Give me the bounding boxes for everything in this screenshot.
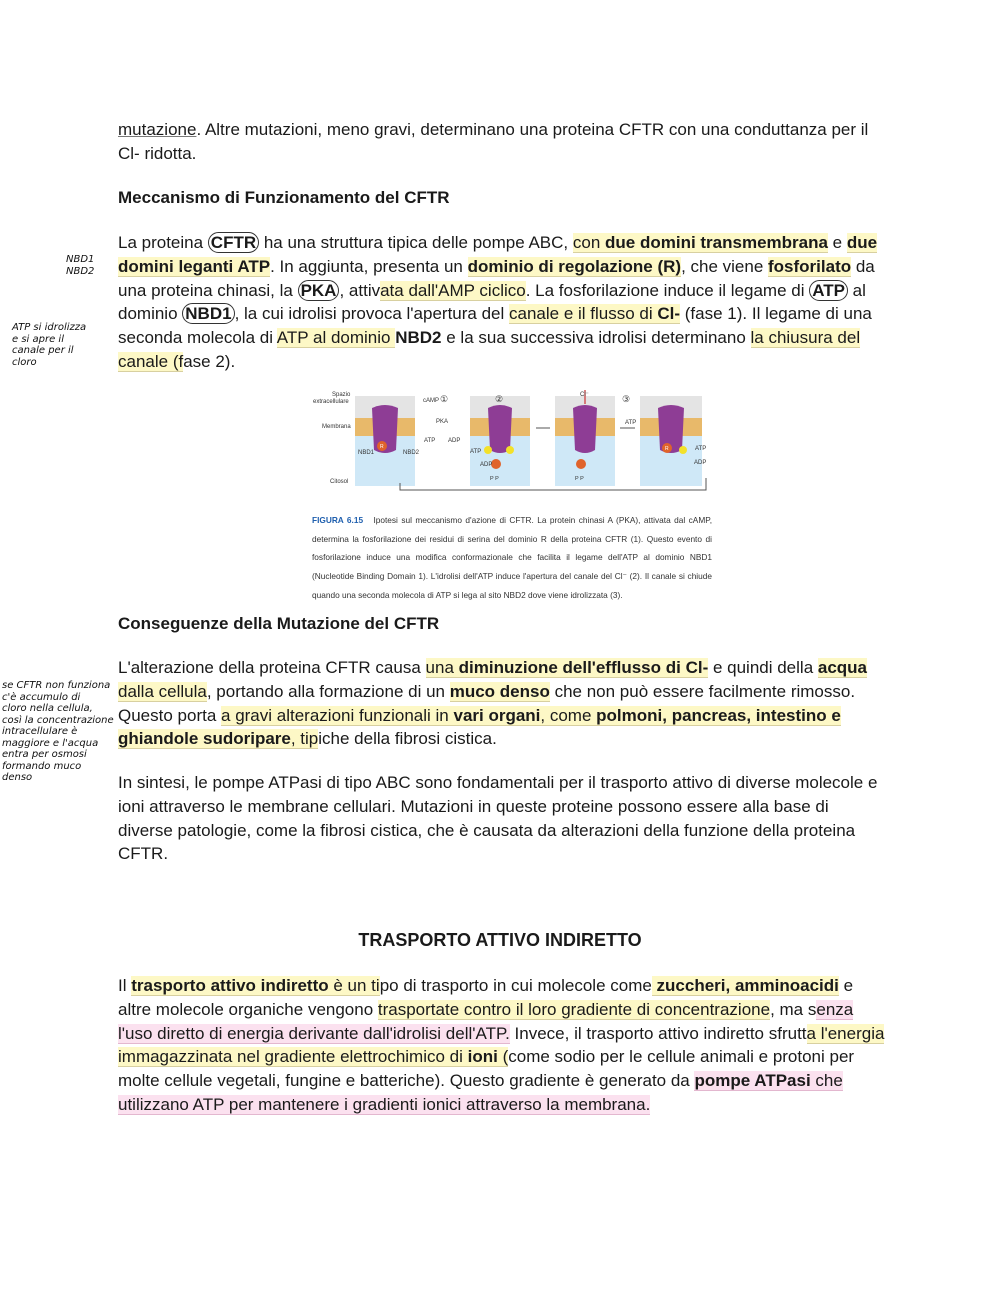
heading-consequences: Conseguenze della Mutazione del CFTR: [118, 614, 440, 633]
handwritten-note-cftr: se CFTR non funziona c'è accumulo di cloro nella cellula, così la concentrazione intracellulare è maggiore e l'acqua entra per osmosi formando muco denso: [2, 680, 114, 783]
svg-text:③: ③: [622, 394, 631, 404]
svg-text:NBD1: NBD1: [358, 450, 375, 456]
paragraph-indirect-transport: Il trasporto attivo indiretto è un tipo di trasporto in cui molecole come zuccheri, amminoacidi e altre molecole organiche vengono trasportate contro il loro gradiente di concentrazione, ma senza l'uso diretto di energia derivante dall'idrolisi dell'ATP. Invece, il trasporto attivo indiretto sfrutta l'energia immagazzinata nel gradiente elettrochimico di ioni (come sodio per le cellule animali e protoni per molte cellule vegetali, fungine e batteriche). Questo gradiente è generato da pompe ATPasi che utilizzano ATP per mantenere i gradienti ionici attraverso la membrana.: [118, 976, 885, 1114]
svg-text:P P: P P: [490, 476, 499, 482]
paragraph-summary: In sintesi, le pompe ATPasi di tipo ABC sono fondamentali per il trasporto attivo di diverse molecole e ioni attraverso le membrane cellulari. Mutazioni in queste proteine possono essere alla base di diverse patologie, come la fibrosi cistica, che è causata da alterazioni della funzione della proteina CFTR.: [118, 773, 878, 864]
svg-text:ATP: ATP: [625, 420, 637, 426]
paragraph-mechanism: La proteina CFTR ha una struttura tipica delle pompe ABC, con due domini transmembrana e due domini leganti ATP. In aggiunta, presenta un dominio di regolazione (R), che viene fosforilato da una proteina chinasi, la PKA , attivata dall'AMP ciclico. La fosforilazione induce il legame di ATP al dominio NBD1 , la cui idrolisi provoca l'apertura del canale e il flusso di Cl- (fase 1). Il legame di una seconda molecola di ATP al dominio NBD2 e la sua successiva idrolisi determinano la chiusura del canale (fase 2).: [118, 233, 878, 371]
cftr-mechanism-figure: [310, 388, 720, 496]
svg-text:extracellulare: extracellulare: [313, 399, 349, 405]
svg-text:②: ②: [495, 394, 504, 404]
svg-text:R: R: [665, 446, 669, 452]
svg-text:Spazio: Spazio: [332, 392, 351, 398]
svg-text:cAMP: cAMP: [423, 398, 440, 404]
nbd1-circled: NBD1: [182, 303, 234, 324]
pka-circled: PKA: [298, 280, 340, 301]
svg-text:ADP: ADP: [480, 462, 493, 468]
svg-text:NBD2: NBD2: [403, 450, 420, 456]
svg-text:R: R: [380, 444, 384, 450]
paragraph-intro: mutazione. Altre mutazioni, meno gravi, determinano una proteina CFTR con una conduttanza per il Cl- ridotta.: [118, 120, 869, 163]
section-title-indirect-transport: TRASPORTO ATTIVO INDIRETTO: [358, 930, 642, 950]
paragraph-consequences: L'alterazione della proteina CFTR causa una diminuzione dell'efflusso di Cl- e quindi della acqua dalla cellula, portando alla formazione di un muco denso che non può essere facilmente rimosso. Questo porta a gravi alterazioni funzionali in vari organi, come polmoni, pancreas, intestino e ghiandole sudoripare, tipiche della fibrosi cistica.: [118, 658, 868, 749]
heading-mechanism: Meccanismo di Funzionamento del CFTR: [118, 188, 450, 207]
svg-text:Citosol: Citosol: [330, 479, 349, 485]
figure-caption: FIGURA 6.15 Ipotesi sul meccanismo d'azione di CFTR. La protein chinasi A (PKA), attivata dal cAMP, determina la fosforilazione dei residui di serina del dominio R della proteina CFTR (1). Questo evento di fosforilazione induce una modifica conformazionale che facilita il legame dell'ATP al dominio NBD1 (Nucleotide Binding Domain 1). L'idrolisi dell'ATP induce l'apertura del canale del Cl⁻ (2). Il canale si chiude quando una seconda molecola di ATP si lega al sito NBD2 dove viene idrolizzata (3).: [312, 515, 713, 600]
handwritten-note-atp: ATP si idrolizza e si apre il canale per il cloro: [12, 322, 87, 368]
atp-circled: ATP: [809, 280, 848, 301]
svg-text:Cl⁻: Cl⁻: [580, 392, 589, 398]
svg-text:PKA: PKA: [436, 419, 449, 425]
svg-text:①: ①: [440, 394, 449, 404]
handwritten-note-nbd: NBD1 NBD2: [66, 254, 95, 277]
svg-text:P P: P P: [575, 476, 584, 482]
cftr-circled: CFTR: [208, 232, 259, 253]
svg-text:ATP: ATP: [695, 446, 707, 452]
svg-text:ADP: ADP: [448, 438, 461, 444]
svg-text:ATP: ATP: [424, 438, 436, 444]
svg-text:Membrana: Membrana: [322, 424, 351, 430]
svg-text:ADP: ADP: [694, 460, 707, 466]
svg-text:ATP: ATP: [470, 449, 482, 455]
